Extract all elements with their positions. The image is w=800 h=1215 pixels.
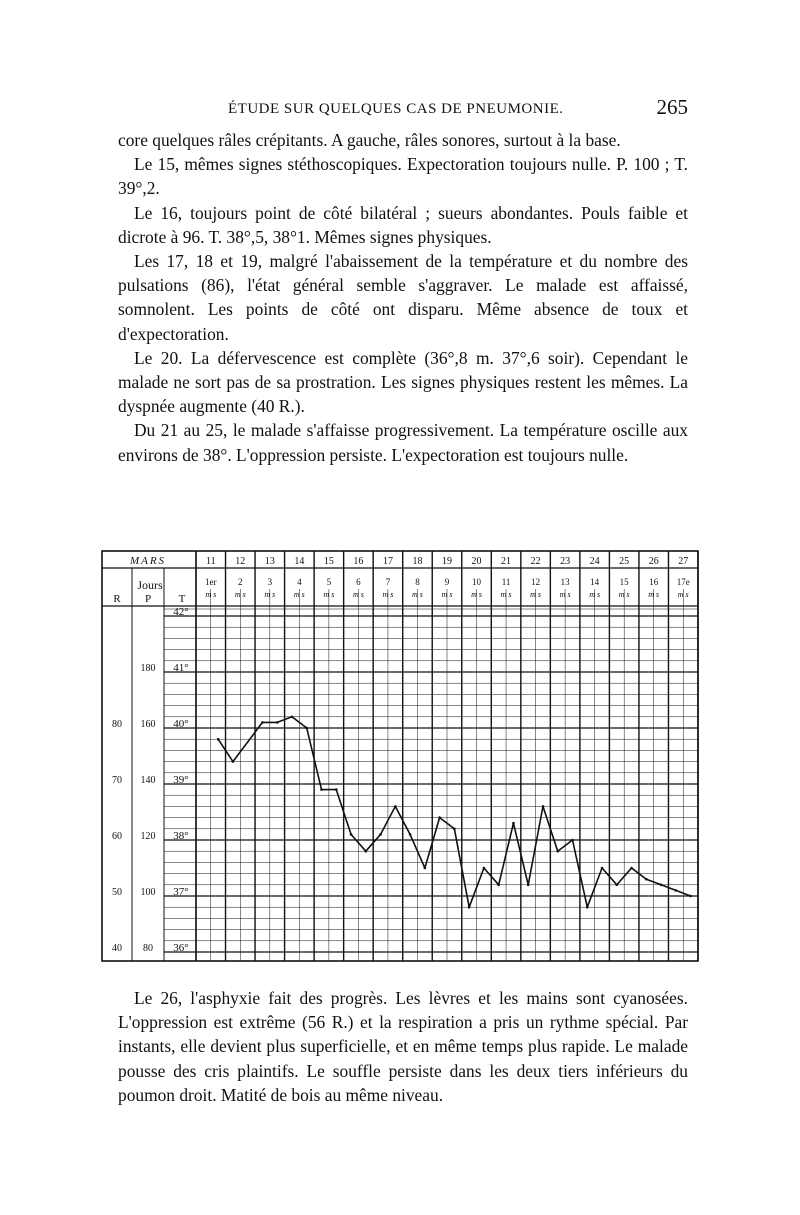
morning-evening-label: m s bbox=[412, 590, 423, 599]
observation-text-bottom bbox=[118, 986, 688, 1107]
paragraph: Le 20. La défervescence est complète (36°,8 m. 37°,6 soir). Cependant le malade ne sort pas de sa prostration. Les signes physiques restent les mêmes. La dyspnée augmente (40 R.). bbox=[118, 347, 688, 417]
pulse-tick-label: 180 bbox=[140, 663, 156, 674]
temperature-point bbox=[542, 805, 545, 808]
temperature-point bbox=[630, 867, 633, 870]
temperature-point bbox=[305, 727, 308, 730]
temperature-tick-label: 40° bbox=[173, 718, 189, 730]
morning-evening-label: m s bbox=[352, 590, 364, 599]
day-number-label: 12 bbox=[531, 577, 541, 587]
temperature-point bbox=[335, 788, 338, 791]
day-number-label: 10 bbox=[472, 577, 482, 587]
morning-evening-label: m s bbox=[559, 590, 571, 599]
morning-evening-label: m s bbox=[530, 590, 542, 599]
temperature-point bbox=[276, 721, 279, 724]
running-title: ÉTUDE SUR QUELQUES CAS DE PNEUMONIE. bbox=[228, 101, 564, 117]
respiration-tick-label: 50 bbox=[112, 887, 122, 898]
paragraph: Le 26, l'asphyxie fait des progrès. Les lèvres et les mains sont cyanosées. L'oppression est extrême (56 R.) et la respiration a pris un rythme spécial. Par instants, elle devient plus superficielle, et en même temps plus rapide. Le malade pousse des cris plaintifs. Le souffle persiste dans les deux tiers inférieurs du poumon droit. Matité de bois au même niveau. bbox=[118, 988, 688, 1105]
temperature-point bbox=[497, 884, 500, 887]
pulse-tick-label: 140 bbox=[140, 775, 156, 786]
temperature-point bbox=[601, 867, 604, 870]
temperature-point bbox=[364, 850, 367, 853]
page-number: 265 bbox=[656, 95, 688, 119]
day-number-label: 4 bbox=[297, 577, 302, 587]
jours-label: Jours bbox=[137, 578, 163, 592]
respiration-tick-label: 80 bbox=[112, 719, 122, 730]
date-label: 21 bbox=[501, 556, 512, 567]
temperature-point bbox=[217, 738, 220, 741]
day-number-label: 5 bbox=[326, 577, 332, 587]
date-label: 15 bbox=[323, 556, 334, 567]
date-label: 11 bbox=[205, 556, 216, 567]
paragraph: Les 17, 18 et 19, malgré l'abaissement de la température et du nombre des pulsations (86), l'état général semble s'aggraver. Le malade est affaissé, somnolent. Les points de côté ont disparu. Même absence de toux et d'expectoration. bbox=[118, 251, 688, 344]
temperature-point bbox=[468, 906, 471, 909]
temperature-point bbox=[232, 760, 235, 763]
paragraph: Le 16, toujours point de côté bilatéral ; sueurs abondantes. Pouls faible et dicrote à 96. T. 38°,5, 38°1. Mêmes signes physiques. bbox=[118, 202, 688, 247]
morning-evening-label: m s bbox=[677, 590, 689, 599]
temperature-point bbox=[586, 906, 589, 909]
temperature-point bbox=[483, 867, 486, 870]
pulse-tick-label: 160 bbox=[140, 719, 156, 730]
date-label: 19 bbox=[442, 556, 452, 567]
temperature-point bbox=[615, 884, 618, 887]
date-label: 20 bbox=[471, 556, 482, 567]
day-number-label: 17e bbox=[676, 577, 690, 587]
respiration-tick-label: 70 bbox=[112, 775, 122, 786]
date-label: 26 bbox=[648, 556, 659, 567]
temperature-tick-label: 39° bbox=[173, 774, 189, 786]
paragraph: Le 15, mêmes signes stéthoscopiques. Expectoration toujours nulle. P. 100 ; T. 39°,2. bbox=[118, 154, 688, 199]
date-label: 12 bbox=[235, 556, 246, 567]
day-number-label: 2 bbox=[238, 577, 243, 587]
day-number-label: 16 bbox=[649, 577, 659, 587]
temperature-point bbox=[424, 867, 427, 870]
pulse-tick-label: 80 bbox=[143, 943, 153, 954]
paragraph: core quelques râles crépitants. A gauche, râles sonores, surtout à la base. bbox=[118, 130, 621, 150]
temperature-point bbox=[571, 839, 574, 842]
chart-frame bbox=[102, 551, 698, 961]
temperature-point bbox=[350, 833, 353, 836]
temperature-point bbox=[379, 833, 382, 836]
temperature-point bbox=[261, 721, 264, 724]
date-label: 24 bbox=[589, 556, 600, 567]
day-number-label: 11 bbox=[501, 577, 511, 587]
morning-evening-label: m s bbox=[441, 590, 453, 599]
paragraph: Du 21 au 25, le malade s'affaisse progressivement. La température oscille aux environs de 38°. L'oppression persiste. L'expectoration est toujours nulle. bbox=[118, 420, 688, 465]
date-label: 27 bbox=[678, 556, 689, 567]
temperature-point bbox=[438, 816, 441, 819]
pulse-tick-label: 100 bbox=[140, 887, 156, 898]
temperature-point bbox=[512, 822, 515, 825]
temperature-point bbox=[660, 884, 663, 887]
date-label: 22 bbox=[530, 556, 541, 567]
temperature-curve bbox=[218, 717, 690, 907]
day-number-label: 14 bbox=[590, 577, 600, 587]
day-number-label: 9 bbox=[444, 577, 450, 587]
temperature-point bbox=[675, 889, 678, 892]
temperature-point bbox=[409, 833, 412, 836]
temperature-tick-label: 38° bbox=[173, 830, 189, 842]
date-label: 14 bbox=[294, 556, 305, 567]
temperature-chart-svg bbox=[100, 549, 700, 963]
respiration-tick-label: 60 bbox=[112, 831, 122, 842]
day-number-label: 6 bbox=[356, 577, 361, 587]
day-number-label: 13 bbox=[560, 577, 570, 587]
page-header bbox=[118, 95, 688, 123]
day-number-label: 7 bbox=[385, 577, 391, 587]
morning-evening-label: m s bbox=[382, 590, 394, 599]
column-label-r: R bbox=[113, 593, 121, 605]
temperature-point bbox=[527, 884, 530, 887]
pulse-tick-label: 120 bbox=[140, 831, 156, 842]
temperature-chart bbox=[100, 549, 700, 963]
morning-evening-label: m s bbox=[589, 590, 601, 599]
date-label: 17 bbox=[382, 556, 393, 567]
temperature-point bbox=[645, 878, 648, 881]
morning-evening-label: m s bbox=[648, 590, 660, 599]
temperature-point bbox=[556, 850, 559, 853]
day-number-label: 1er bbox=[205, 577, 217, 587]
column-label-p: P bbox=[144, 593, 152, 605]
morning-evening-label: m s bbox=[293, 590, 305, 599]
morning-evening-label: m s bbox=[205, 590, 217, 599]
morning-evening-label: m s bbox=[264, 590, 276, 599]
month-label: MARS bbox=[129, 555, 167, 567]
morning-evening-label: m s bbox=[323, 590, 335, 599]
temperature-tick-label: 36° bbox=[173, 942, 189, 954]
temperature-tick-label: 42° bbox=[173, 606, 189, 618]
date-label: 13 bbox=[264, 556, 275, 567]
temperature-tick-label: 41° bbox=[173, 662, 189, 674]
date-label: 18 bbox=[412, 556, 423, 567]
temperature-point bbox=[453, 828, 456, 831]
column-label-t: T bbox=[178, 593, 186, 605]
day-number-label: 3 bbox=[267, 577, 273, 587]
date-label: 16 bbox=[353, 556, 364, 567]
temperature-point bbox=[291, 716, 294, 719]
temperature-point bbox=[394, 805, 397, 808]
morning-evening-label: m s bbox=[618, 590, 630, 599]
morning-evening-label: m s bbox=[500, 590, 512, 599]
date-label: 25 bbox=[619, 556, 630, 567]
temperature-point bbox=[689, 895, 692, 898]
day-number-label: 15 bbox=[619, 577, 629, 587]
respiration-tick-label: 40 bbox=[112, 943, 122, 954]
temperature-tick-label: 37° bbox=[173, 886, 189, 898]
date-label: 23 bbox=[560, 556, 571, 567]
temperature-point bbox=[320, 788, 323, 791]
observation-text-top bbox=[118, 128, 688, 467]
day-number-label: 8 bbox=[415, 577, 420, 587]
morning-evening-label: m s bbox=[234, 590, 246, 599]
morning-evening-label: m s bbox=[471, 590, 482, 599]
